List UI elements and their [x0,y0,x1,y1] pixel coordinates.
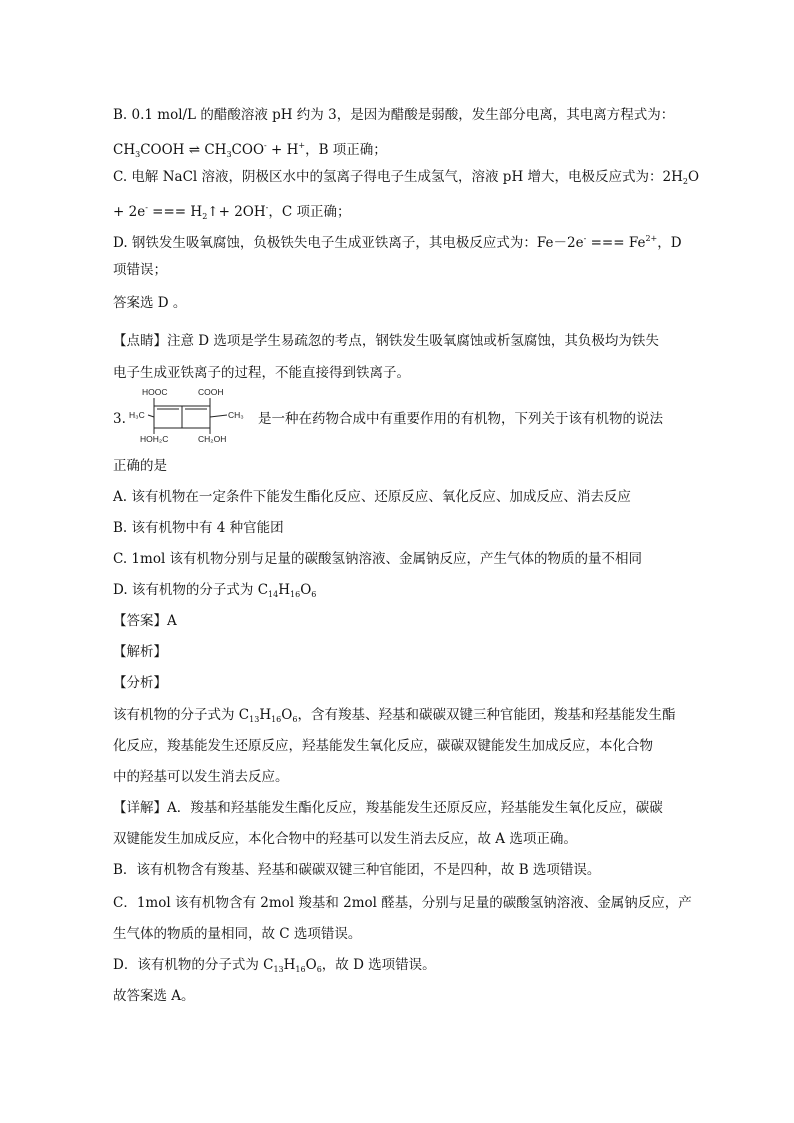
molecule-methyl-left: H₃C [129,410,145,420]
fenxi-line2: 化反应，羧基能发生还原反应，羟基能发生氧化反应，碳碳双键能发生加成反应，本化合物 [113,738,653,754]
question-3-text: 是一种在药物合成中有重要作用的有机物，下列关于该有机物的说法 [258,411,663,427]
final-answer: 故答案选 A。 [113,988,195,1004]
option-d-line2: 项错误； [113,262,167,278]
option-b-equation: $CH_3COOH$ ⇌ $CH_3COO^- + H^+$，B 项正确； [113,141,387,159]
dianjing-line2: 电子生成亚铁离子的过程，不能直接得到铁离子。 [113,365,410,381]
question-3-text2: 正确的是 [113,458,167,474]
fenxi-label: 【分析】 [113,675,167,691]
molecule-cooh-left: HOOC [142,387,168,397]
option-c-line2: + 2e- === $H_2↑+ 2OH^-$，C 项正确； [113,203,351,221]
molecule-ch2oh-left: HOH₂C [140,434,169,444]
dianjing-line1: 【点睛】注意 D 选项是学生易疏忽的考点，钢铁发生吸氧腐蚀或析氢腐蚀，其负极均为铁失 [113,333,659,349]
xiangjie-line1: 【详解】A．羧基和羟基能发生酯化反应，羧基能发生还原反应，羟基能发生氧化反应，碳碳 [113,800,663,816]
question-3-number: 3. [113,411,126,427]
molecule-methyl-right: CH₃ [228,410,244,420]
choice-d: D. 该有机物的分子式为 $C_{14}H_{16}O_6$ [113,582,317,599]
xiangjie-line4: C．1mol 该有机物含有 2mol 羧基和 2mol 醛基，分别与足量的碳酸氢钠溶液、金属钠反应，产 [113,895,692,911]
fenxi-line1: 该有机物的分子式为 $C_{13}H_{16}O_6$，含有羧基、羟基和碳碳双键三种官能团，羧基和羟基能发生酯 [113,707,676,724]
xiangjie-line3: B．该有机物含有羧基、羟基和碳碳双键三种官能团，不是四种，故 B 选项错误。 [113,862,601,878]
analysis-label: 【解析】 [113,644,167,660]
choice-c: C. 1mol 该有机物分别与足量的碳酸氢钠溶液、金属钠反应，产生气体的物质的量不相同 [113,551,643,567]
molecule-structure [128,386,258,448]
molecule-ch2oh-right: CH₂OH [198,434,227,444]
xiangjie-line2: 双键能发生加成反应，本化合物中的羟基可以发生消去反应，故 A 选项正确。 [113,831,577,847]
choice-a: A. 该有机物在一定条件下能发生酯化反应、还原反应、氧化反应、加成反应、消去反应 [113,489,631,505]
option-b-line1: B. 0.1 mol/L 的醋酸溶液 pH 约为 3，是因为醋酸是弱酸，发生部分电离，其电离方程式为： [113,107,675,123]
fenxi-line3: 中的羟基可以发生消去反应。 [113,769,289,785]
answer-label: 【答案】A [113,613,177,629]
molecule-cooh-right: COOH [198,387,224,397]
option-c-line1: C. 电解 NaCl 溶液，阴极区水中的氢离子得电子生成氢气，溶液 pH 增大，电极反应式为：$2H_2O$ [113,169,700,186]
option-d-line1: D. 钢铁发生吸氧腐蚀，负极铁失电子生成亚铁离子，其电极反应式为：Fe－2e- === $Fe^{2+}$，D [113,234,682,251]
molecule-bonds [148,398,227,434]
choice-b: B. 该有机物中有 4 种官能团 [113,520,284,536]
xiangjie-line5: 生气体的物质的量相同，故 C 选项错误。 [113,926,362,942]
xiangjie-line6: D．该有机物的分子式为 $C_{13}H_{16}O_6$，故 D 选项错误。 [113,957,436,974]
answer-previous: 答案选 D 。 [113,295,187,311]
